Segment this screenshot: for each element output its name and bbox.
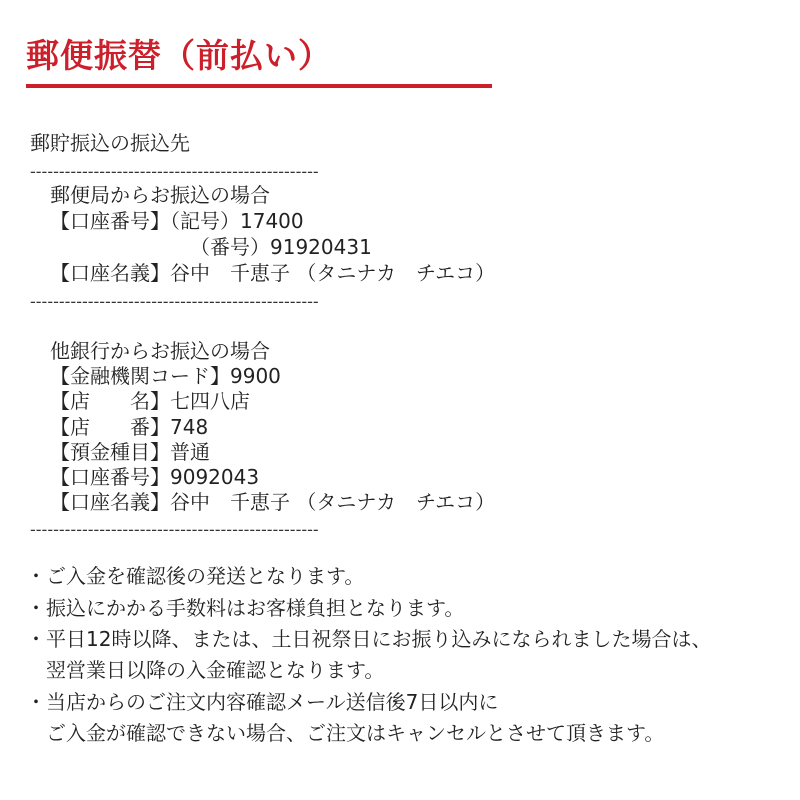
note-weekend: ・平日12時以降、または、土日祝祭日にお振り込みになられました場合は、 (26, 627, 712, 651)
bank-deposit-type: 【預金種目】普通 (50, 440, 210, 464)
postal-account-number: （番号）91920431 (190, 235, 372, 259)
note-cancel-cont: ご入金が確認できない場合、ご注文はキャンセルとさせて頂きます。 (26, 721, 665, 745)
note-cancel: ・当店からのご注文内容確認メール送信後7日以内に (26, 690, 499, 714)
bank-branch-number: 【店 番】748 (50, 415, 209, 439)
postal-account-name: 【口座名義】谷中 千恵子 （タニナカ チエコ） (50, 261, 496, 285)
section-heading: 郵貯振込の振込先 (30, 131, 190, 155)
bank-account-number: 【口座番号】9092043 (50, 465, 260, 489)
divider-bottom: -------------------------------------------------- (30, 520, 319, 539)
bank-branch-name: 【店 名】七四八店 (50, 389, 250, 413)
note-shipping: ・ご入金を確認後の発送となります。 (26, 564, 365, 588)
bank-heading: 他銀行からお振込の場合 (50, 339, 270, 363)
bank-institution-code: 【金融機関コード】9900 (50, 364, 281, 388)
page-title: 郵便振替（前払い） (26, 36, 332, 75)
postal-account-symbol: 【口座番号】（記号）17400 (50, 209, 304, 233)
postal-heading: 郵便局からお振込の場合 (50, 183, 270, 207)
title-underline (26, 84, 492, 88)
divider-middle: -------------------------------------------------- (30, 292, 319, 311)
bank-account-name: 【口座名義】谷中 千恵子 （タニナカ チエコ） (50, 490, 496, 514)
divider-top: -------------------------------------------------- (30, 162, 319, 181)
note-weekend-cont: 翌営業日以降の入金確認となります。 (26, 658, 385, 682)
note-fee: ・振込にかかる手数料はお客様負担となります。 (26, 596, 465, 620)
